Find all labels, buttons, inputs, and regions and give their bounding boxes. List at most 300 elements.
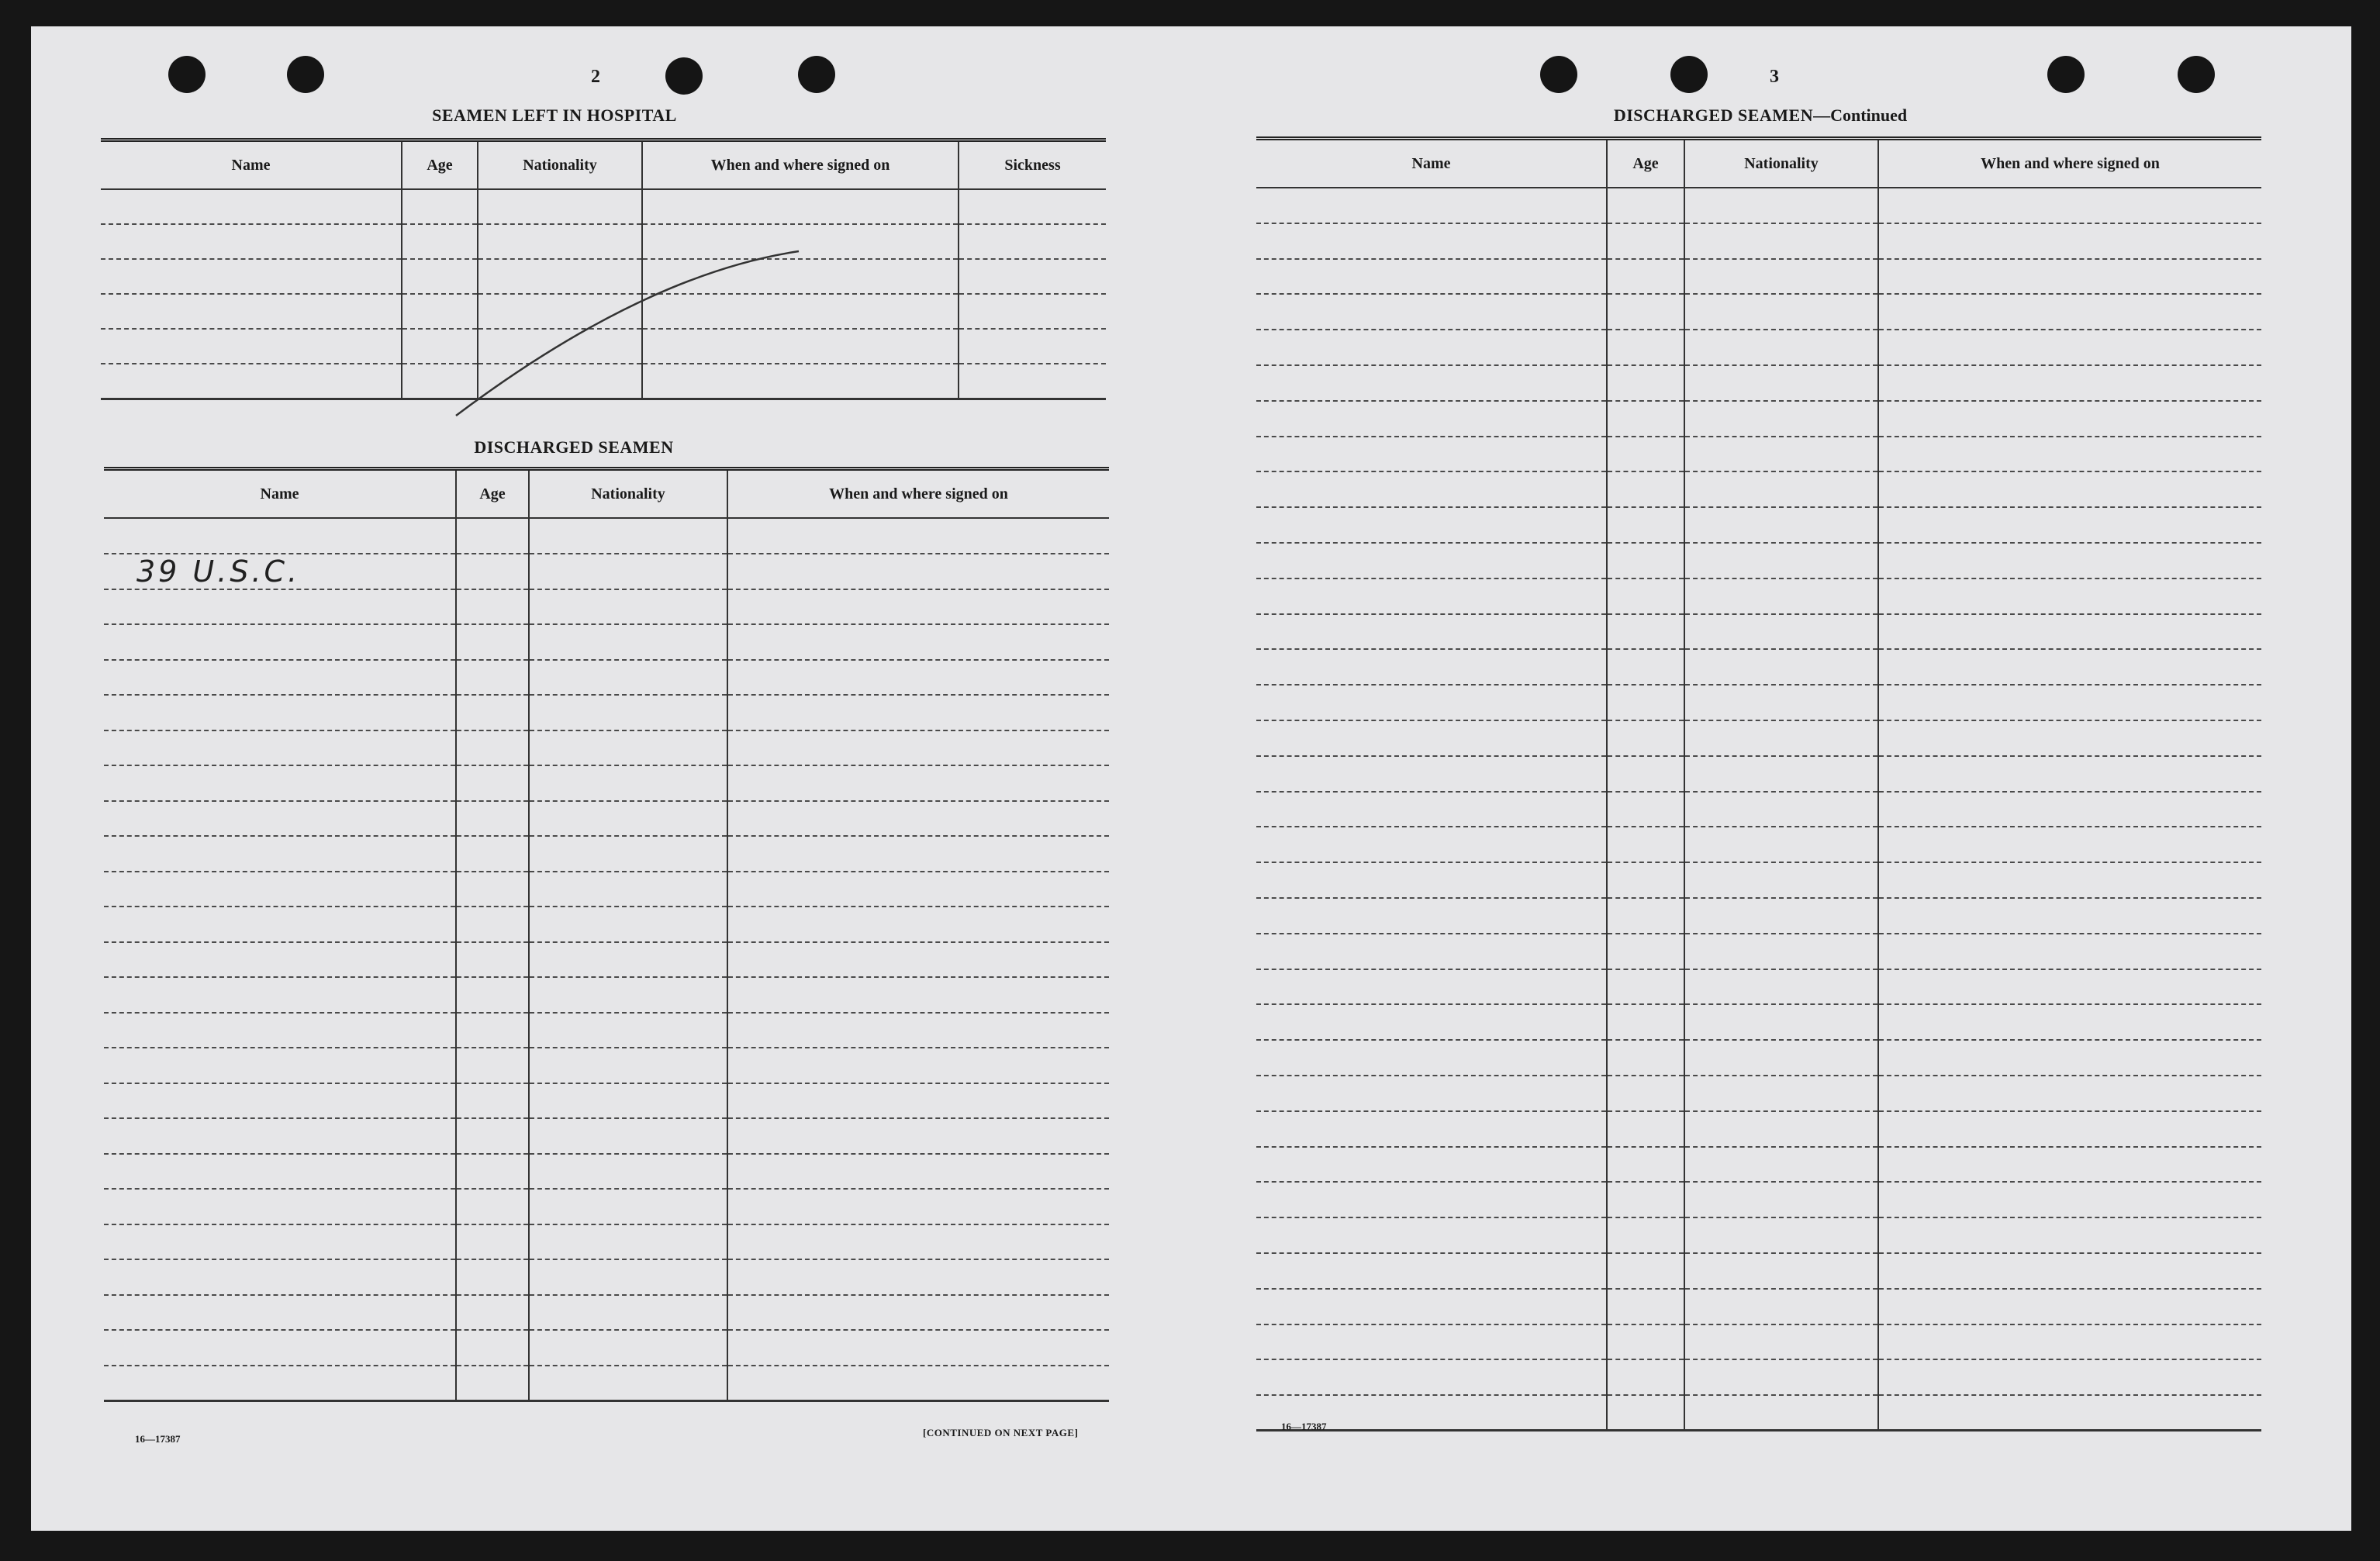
table-cell [1607,294,1684,330]
table-cell [1878,259,2261,295]
table-cell [1256,507,1607,543]
table-row [104,1295,1109,1331]
table-cell [1684,720,1878,756]
punch-hole [1670,56,1708,93]
table-cell [104,554,456,589]
table-cell [529,1330,727,1366]
table-cell [104,1048,456,1083]
table-cell [959,189,1106,224]
table-cell [1607,649,1684,685]
table-cell [959,294,1106,329]
table-cell [529,801,727,837]
table-cell [1607,1253,1684,1289]
table-cell [1878,792,2261,827]
table-cell [1684,1040,1878,1076]
table-cell [1607,969,1684,1005]
table-cell [1684,685,1878,720]
table-cell [529,589,727,625]
table-cell [402,364,478,399]
table-cell [1256,294,1607,330]
table-row [1256,792,2261,827]
table-cell [1878,401,2261,437]
table-cell [1607,223,1684,259]
table-cell [1607,1395,1684,1431]
table-cell [456,589,529,625]
table-cell [1684,223,1878,259]
table-row [104,1083,1109,1119]
table-cell [104,1295,456,1331]
table-cell [959,224,1106,259]
table-cell [1878,1182,2261,1217]
table-cell [1607,437,1684,472]
table-cell [456,1259,529,1295]
table-cell [1256,720,1607,756]
table-cell [727,1013,1109,1048]
table-row [104,660,1109,696]
table-cell [1256,756,1607,792]
table-cell [1684,259,1878,295]
discharged-table-right [1256,136,2261,1431]
table-cell [1878,827,2261,862]
table-row [104,624,1109,660]
form-number: 16—17387 [1281,1421,1327,1432]
hospital-section-title: SEAMEN LEFT IN HOSPITAL [432,105,677,125]
table-cell [101,329,402,364]
table-cell [104,765,456,801]
table-cell [456,1224,529,1260]
table-cell [1607,471,1684,507]
table-cell [727,1118,1109,1154]
table-cell [1878,1217,2261,1253]
table-cell [529,1154,727,1190]
table-cell [456,1013,529,1048]
table-cell [1684,365,1878,401]
table-cell [1684,649,1878,685]
table-cell [1684,401,1878,437]
table-row [1256,365,2261,401]
table-cell [478,294,642,329]
table-cell [727,589,1109,625]
table-cell [529,1366,727,1401]
table-row [104,765,1109,801]
table-cell [529,977,727,1013]
table-cell [1684,614,1878,650]
table-row [1256,1395,2261,1431]
table-row [1256,543,2261,578]
table-cell [1256,188,1607,223]
table-cell [456,942,529,978]
table-row [104,1366,1109,1401]
table-cell [456,730,529,766]
column-header-age: Age [402,140,478,190]
table-cell [529,554,727,589]
table-cell [1684,1359,1878,1395]
table-cell [402,294,478,329]
table-cell [456,695,529,730]
table-cell [104,1013,456,1048]
column-header-signed-on: When and where signed on [1878,139,2261,188]
table-row [101,224,1106,259]
table-row [1256,1004,2261,1040]
table-cell [1878,898,2261,934]
table-cell [1256,330,1607,365]
table-cell [104,695,456,730]
continued-note: [CONTINUED ON NEXT PAGE] [923,1427,1079,1438]
table-cell [727,1083,1109,1119]
table-cell [104,730,456,766]
table-cell [101,294,402,329]
punch-hole [665,57,703,95]
table-cell [402,329,478,364]
table-cell [1607,1324,1684,1360]
table-cell [1684,471,1878,507]
table-cell [1256,792,1607,827]
table-cell [101,259,402,294]
table-cell [727,1259,1109,1295]
table-cell [1878,294,2261,330]
table-cell [104,1259,456,1295]
punch-hole [2047,56,2085,93]
table-cell [478,259,642,294]
table-row [104,695,1109,730]
table-cell [1607,1289,1684,1324]
table-cell [529,765,727,801]
table-cell [727,1330,1109,1366]
table-cell [1878,1289,2261,1324]
table-cell [1684,1217,1878,1253]
table-cell [1256,1324,1607,1360]
table-cell [104,589,456,625]
table-cell [1607,1217,1684,1253]
form-number: 16—17387 [135,1433,181,1445]
table-cell [1878,969,2261,1005]
table-row [104,942,1109,978]
table-cell [1684,437,1878,472]
table-cell [456,1083,529,1119]
punch-hole [798,56,835,93]
table-cell [1607,188,1684,223]
table-cell [529,872,727,907]
table-cell [529,695,727,730]
table-cell [456,765,529,801]
table-cell [1878,223,2261,259]
table-row [1256,259,2261,295]
table-cell [529,1259,727,1295]
table-cell [1256,365,1607,401]
table-cell [529,1295,727,1331]
table-row [1256,507,2261,543]
table-cell [402,224,478,259]
table-row [104,801,1109,837]
table-cell [1878,437,2261,472]
table-row [1256,330,2261,365]
table-cell [1684,792,1878,827]
table-cell [1878,507,2261,543]
table-cell [1607,1076,1684,1111]
table-cell [402,189,478,224]
table-row [104,977,1109,1013]
table-cell [727,942,1109,978]
table-row [104,518,1109,554]
table-cell [1256,649,1607,685]
table-cell [478,364,642,399]
table-cell [727,660,1109,696]
table-cell [104,1224,456,1260]
table-cell [1878,543,2261,578]
table-cell [959,329,1106,364]
table-cell [727,695,1109,730]
table-cell [1684,1253,1878,1289]
table-cell [1607,934,1684,969]
table-cell [529,1118,727,1154]
discharged-section-title: DISCHARGED SEAMEN [474,437,674,457]
page-number: 2 [591,67,600,87]
table-row [1256,649,2261,685]
table-cell [1684,862,1878,898]
table-row [104,589,1109,625]
table-cell [642,189,959,224]
table-cell [1684,934,1878,969]
table-cell [529,730,727,766]
table-cell [456,518,529,554]
table-row [1256,614,2261,650]
table-cell [727,518,1109,554]
table-cell [1878,1076,2261,1111]
table-cell [104,977,456,1013]
table-row [101,189,1106,224]
table-cell [456,1154,529,1190]
table-row [104,872,1109,907]
table-cell [727,765,1109,801]
table-cell [1878,720,2261,756]
table-cell [727,1189,1109,1224]
table-cell [1256,259,1607,295]
table-cell [456,977,529,1013]
table-row [1256,471,2261,507]
left-page [31,26,1194,1531]
table-row [104,1330,1109,1366]
table-cell [1684,578,1878,614]
table-cell [1684,827,1878,862]
table-row [1256,1253,2261,1289]
table-cell [1607,507,1684,543]
table-row [1256,898,2261,934]
table-cell [1878,1324,2261,1360]
table-cell [727,801,1109,837]
table-row [104,907,1109,942]
table-cell [1684,1004,1878,1040]
table-cell [1607,862,1684,898]
table-cell [1256,1359,1607,1395]
table-row [104,1013,1109,1048]
table-cell [529,518,727,554]
table-cell [1607,259,1684,295]
table-cell [727,1366,1109,1401]
table-cell [1256,543,1607,578]
table-cell [1607,401,1684,437]
table-cell [727,1048,1109,1083]
table-row [1256,720,2261,756]
table-cell [727,624,1109,660]
table-row [104,1118,1109,1154]
table-cell [1878,365,2261,401]
table-cell [1878,685,2261,720]
table-cell [1684,507,1878,543]
table-row [104,1224,1109,1260]
table-row [1256,1217,2261,1253]
column-header-name: Name [101,140,402,190]
table-cell [1684,1076,1878,1111]
table-cell [1878,1111,2261,1147]
table-cell [642,329,959,364]
table-cell [456,801,529,837]
table-cell [478,189,642,224]
table-cell [642,364,959,399]
table-cell [1607,685,1684,720]
table-cell [1607,1359,1684,1395]
table-cell [1878,756,2261,792]
handwritten-entry: 39 U.S.C. [136,554,301,589]
table-cell [456,660,529,696]
table-cell [1684,1395,1878,1431]
table-cell [1607,792,1684,827]
punch-hole [168,56,206,93]
column-header-age: Age [1607,139,1684,188]
table-cell [456,1330,529,1366]
table-cell [1256,969,1607,1005]
table-row [1256,1111,2261,1147]
table-cell [1878,1040,2261,1076]
table-row [101,294,1106,329]
table-cell [1878,1004,2261,1040]
table-cell [727,907,1109,942]
table-cell [1607,1147,1684,1183]
table-row [101,364,1106,399]
table-cell [104,1083,456,1119]
column-header-nationality: Nationality [1684,139,1878,188]
table-row [104,554,1109,589]
table-row [1256,1076,2261,1111]
table-row [1256,401,2261,437]
table-cell [1607,756,1684,792]
table-cell [1878,578,2261,614]
table-cell [1878,188,2261,223]
document-sheet [31,26,2351,1531]
table-cell [529,942,727,978]
table-row [104,1048,1109,1083]
table-cell [104,907,456,942]
table-cell [529,1083,727,1119]
table-row [1256,294,2261,330]
table-cell [529,1189,727,1224]
discharged-table-left [104,467,1109,1402]
title-suffix: —Continued [1813,105,1908,125]
table-cell [104,942,456,978]
table-cell [1256,437,1607,472]
table-cell [104,624,456,660]
table-cell [1878,614,2261,650]
table-cell [1607,1111,1684,1147]
column-header-name: Name [1256,139,1607,188]
table-row [1256,1289,2261,1324]
title-main: DISCHARGED SEAMEN [1613,105,1814,125]
table-cell [1256,223,1607,259]
table-row [104,1154,1109,1190]
table-cell [1256,685,1607,720]
table-cell [727,1154,1109,1190]
table-cell [727,730,1109,766]
punch-hole [2178,56,2215,93]
table-cell [104,1366,456,1401]
table-cell [1684,330,1878,365]
table-cell [529,660,727,696]
table-cell [456,1295,529,1331]
table-cell [1878,1359,2261,1395]
table-row [104,730,1109,766]
table-row [1256,1040,2261,1076]
table-cell [1256,1147,1607,1183]
table-row [1256,934,2261,969]
table-cell [1684,1289,1878,1324]
table-row [101,259,1106,294]
table-cell [1256,1111,1607,1147]
table-row [1256,969,2261,1005]
table-cell [101,364,402,399]
table-cell [727,836,1109,872]
hospital-header-row [101,140,1106,190]
table-cell [456,1366,529,1401]
table-cell [1607,614,1684,650]
table-cell [1607,1182,1684,1217]
table-cell [1256,1076,1607,1111]
table-cell [104,1189,456,1224]
table-cell [101,189,402,224]
table-cell [1684,1182,1878,1217]
table-cell [1684,756,1878,792]
table-cell [104,1330,456,1366]
table-cell [727,554,1109,589]
table-cell [104,1154,456,1190]
table-cell [1878,934,2261,969]
table-cell [1607,578,1684,614]
punch-hole [1540,56,1577,93]
table-cell [642,224,959,259]
table-cell [402,259,478,294]
table-cell [104,518,456,554]
table-row [1256,578,2261,614]
table-cell [727,1224,1109,1260]
table-cell [1256,827,1607,862]
table-cell [1256,1253,1607,1289]
table-cell [529,907,727,942]
hospital-table [101,138,1106,400]
table-row [1256,437,2261,472]
table-cell [101,224,402,259]
table-cell [529,1224,727,1260]
column-header-signed-on: When and where signed on [727,469,1109,519]
table-cell [456,872,529,907]
table-cell [104,801,456,837]
table-cell [456,1189,529,1224]
table-row [1256,1324,2261,1360]
table-cell [1684,1324,1878,1360]
table-row [101,329,1106,364]
table-row [1256,1147,2261,1183]
table-cell [529,1013,727,1048]
table-cell [1607,827,1684,862]
table-cell [529,624,727,660]
table-cell [456,554,529,589]
